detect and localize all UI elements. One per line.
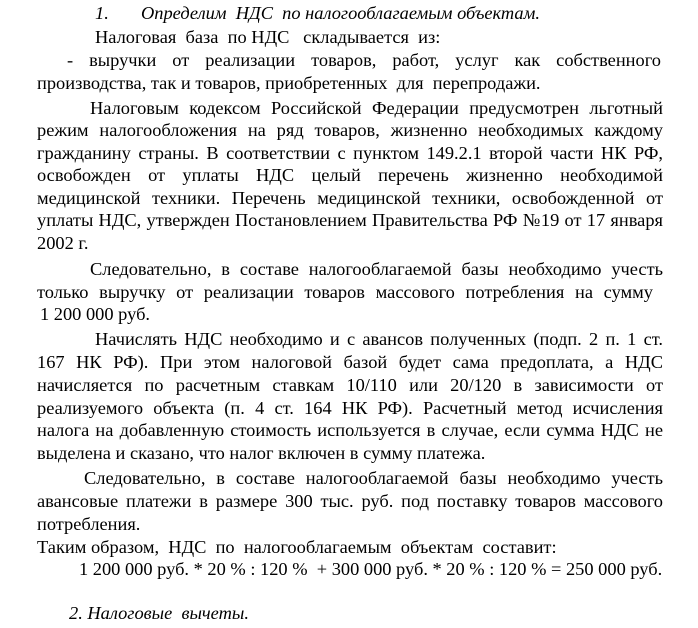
formula-line: 1 200 000 руб. * 20 % : 120 % + 300 000 руб. * 20 % : 120 % = 250 000 руб.	[79, 559, 663, 579]
paragraph-line: режим налогообложения на ряд товаров, жизненно необходимых каждому	[37, 120, 663, 140]
paragraph-line: Следовательно, в составе налогооблагаемой базы необходимо учесть	[90, 259, 663, 279]
paragraph-line: выделена и сказано, что налог включен в сумму платежа.	[37, 443, 486, 463]
paragraph-line: начисляется по расчетным ставкам 10/110 или 20/120 в зависимости от	[37, 375, 663, 395]
section-heading-1: 1. Определим НДС по налогооблагаемым объектам.	[95, 3, 540, 23]
section-heading-2: 2. Налоговые вычеты.	[69, 603, 249, 623]
paragraph-line: реализуемого объекта (п. 4 ст. 164 НК РФ). Расчетный метод исчисления	[37, 398, 663, 418]
paragraph-line: 167 НК РФ). При этом налоговой базой будет сама предоплата, а НДС	[37, 352, 663, 372]
paragraph-line: медицинской техники. Перечень медицинской техники, освобожденной от	[37, 188, 663, 208]
paragraph-line: освобожден от уплаты НДС целый перечень жизненно необходимой	[37, 165, 663, 185]
paragraph-line: - выручки от реализации товаров, работ, услуг как собственного	[67, 50, 661, 70]
paragraph-line: авансовые платежи в размере 300 тыс. руб. под поставку товаров массового	[37, 491, 663, 511]
paragraph-line: 1 200 000 руб.	[40, 304, 151, 324]
paragraph-line: налога на добавленную стоимость используется в случае, если сумма НДС не	[37, 420, 663, 440]
paragraph-line: только выручку от реализации товаров массового потребления на сумму	[37, 282, 653, 302]
paragraph-line: 2002 г.	[37, 233, 89, 253]
paragraph-line: потребления.	[37, 514, 141, 534]
paragraph-line: Следовательно, в составе налогооблагаемой базы необходимо учесть	[84, 468, 663, 488]
paragraph-line: Таким образом, НДС по налогооблагаемым объектам составит:	[37, 537, 557, 557]
paragraph-line: Налоговая база по НДС складывается из:	[95, 27, 441, 47]
paragraph-line: Налоговым кодексом Российской Федерации предусмотрен льготный	[90, 98, 663, 118]
paragraph-line: уплаты НДС, утвержден Постановлением Правительства РФ №19 от 17 января	[37, 210, 663, 230]
paragraph-line: производства, так и товаров, приобретенных для перепродажи.	[37, 73, 541, 93]
paragraph-line: гражданину страны. В соответствии с пунктом 149.2.1 второй части НК РФ,	[37, 143, 663, 163]
paragraph-line: Начислять НДС необходимо и с авансов полученных (подп. 2 п. 1 ст.	[95, 329, 663, 349]
